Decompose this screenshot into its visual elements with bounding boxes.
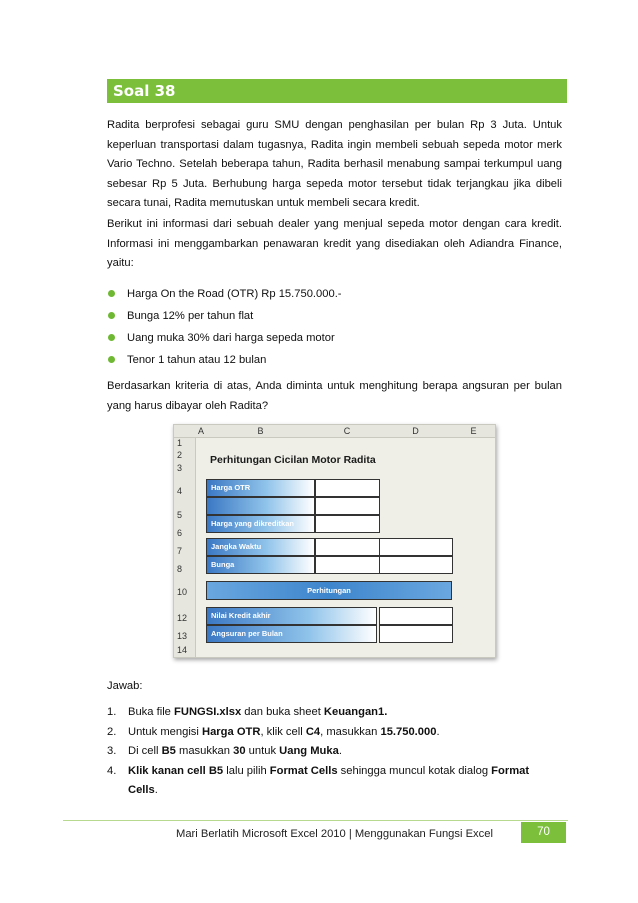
intro-paragraph-1: Radita berprofesi sebagai guru SMU dengan penghasilan per bulan Rp 3 Juta. Untuk keperluan transportasi dalam tugasnya, Radita ingin membeli sebuah sepeda motor merk Vario Techno. Setelah beberapa tahun, Radita berhasil menabung sampai terkumpul uang sebesar Rp 5 Juta. Berhubung harga sepeda motor tersebut tidak terjangkau jika dibeli secara tunai, Radita memutuskan untuk membeli secara kredit. (107, 119, 562, 209)
row-header: 5 (174, 504, 196, 522)
step-text: Format Cells (269, 764, 338, 777)
column-header: D (379, 425, 453, 438)
cell-c6 (315, 515, 380, 533)
row-header: 2 (174, 448, 196, 462)
corner-cell (174, 425, 197, 438)
step-text: Klik kanan cell B5 (128, 764, 224, 777)
step-text: Uang Muka (279, 745, 339, 757)
list-item: Uang muka 30% dari harga sepeda motor (107, 329, 562, 351)
step-text: , klik cell (260, 725, 306, 738)
list-item (107, 703, 562, 723)
step-text: Untuk mengisi (128, 725, 202, 738)
step-text: . (338, 745, 342, 757)
row-header: 7 (174, 540, 196, 558)
cell-c8 (315, 556, 380, 574)
step-number: 1. (107, 706, 117, 718)
step-text: 15.750.000 (380, 725, 437, 738)
step-text: Harga OTR (202, 725, 261, 738)
row-header: 8 (174, 558, 196, 576)
bullet-icon (108, 312, 115, 319)
intro-paragraph-2: Berikut ini informasi dari sebuah dealer yang menjual sepeda motor dengan cara kredit. Informasi ini menggambarkan penawaran kredit yang disediakan oleh Adiandra Finance, yaitu: (107, 218, 562, 269)
list-item (107, 742, 562, 762)
step-text: masukkan (175, 745, 234, 757)
row-header: 3 (174, 462, 196, 474)
label-bunga: Bunga (206, 556, 315, 574)
step-text: dan buka sheet (241, 706, 324, 718)
step-number: 4. (107, 764, 117, 777)
step-text: Buka file (128, 706, 175, 718)
label-jangka-waktu: Jangka Waktu (206, 538, 315, 556)
row-header: 6 (174, 522, 196, 540)
question-paragraph: Berdasarkan kriteria di atas, Anda diminta untuk menghitung berapa angsuran per bulan yang harus dibayar oleh Radita? (107, 380, 562, 412)
list-item: Tenor 1 tahun atau 12 bulan (107, 351, 562, 373)
column-header: E (452, 425, 496, 438)
bullet-icon (108, 334, 115, 341)
row-header: 10 (174, 581, 196, 600)
row-header: 1 (174, 438, 196, 448)
label-angsuran: Angsuran per Bulan (206, 625, 377, 643)
step-text: Keuangan1. (323, 706, 388, 718)
answer-label: Jawab: (107, 680, 143, 692)
list-item (107, 762, 562, 801)
spreadsheet-image (173, 424, 496, 658)
step-text: Format Cells (128, 764, 530, 796)
label-harga-dikreditkan: Harga yang dikreditkan (206, 515, 315, 533)
section-title: Soal 38 (113, 82, 176, 100)
step-number: 3. (107, 745, 117, 757)
page-number: 70 (521, 822, 566, 843)
step-text: untuk (245, 745, 280, 757)
column-header: C (315, 425, 380, 438)
label-nilai-kredit: Nilai Kredit akhir (206, 607, 377, 625)
label-harga-otr: Harga OTR (206, 479, 315, 497)
cell-d8 (379, 556, 453, 574)
answer-steps (107, 703, 562, 801)
step-text: . (436, 725, 440, 738)
step-text: 30 (233, 745, 246, 757)
section-header (107, 79, 567, 103)
step-number: 2. (107, 725, 117, 738)
list-item: Harga On the Road (OTR) Rp 15.750.000.- (107, 285, 562, 307)
criteria-list (107, 285, 562, 373)
row-header: 13 (174, 625, 196, 643)
cell-c4 (315, 479, 380, 497)
cell-c7 (315, 538, 380, 556)
bullet-icon (108, 356, 115, 363)
footer-text: Mari Berlatih Microsoft Excel 2010 | Menggunakan Fungsi Excel (176, 828, 493, 840)
bullet-icon (108, 290, 115, 297)
row-header: 4 (174, 474, 196, 504)
step-text: FUNGSI.xlsx (174, 706, 242, 718)
footer-divider (63, 820, 568, 821)
step-text: C4 (305, 725, 321, 738)
column-header: A (196, 425, 207, 438)
step-text: Di cell (128, 745, 162, 757)
step-text: lalu pilih (223, 764, 270, 777)
label-uang-muka (206, 497, 315, 515)
step-text: sehingga muncul kotak dialog (337, 764, 492, 777)
row-header: 14 (174, 643, 196, 657)
step-text: B5 (161, 745, 176, 757)
cell-d13 (379, 625, 453, 643)
cell-d12 (379, 607, 453, 625)
sheet-title: Perhitungan Cicilan Motor Radita (210, 454, 376, 466)
column-header: B (206, 425, 316, 438)
row-header: 12 (174, 607, 196, 625)
list-item (107, 723, 562, 743)
perhitungan-header: Perhitungan (206, 581, 452, 600)
cell-d7 (379, 538, 453, 556)
step-text: . (154, 784, 158, 796)
list-item: Bunga 12% per tahun flat (107, 307, 562, 329)
cell-c5 (315, 497, 380, 515)
step-text: , masukkan (320, 725, 381, 738)
row-header (174, 600, 196, 607)
